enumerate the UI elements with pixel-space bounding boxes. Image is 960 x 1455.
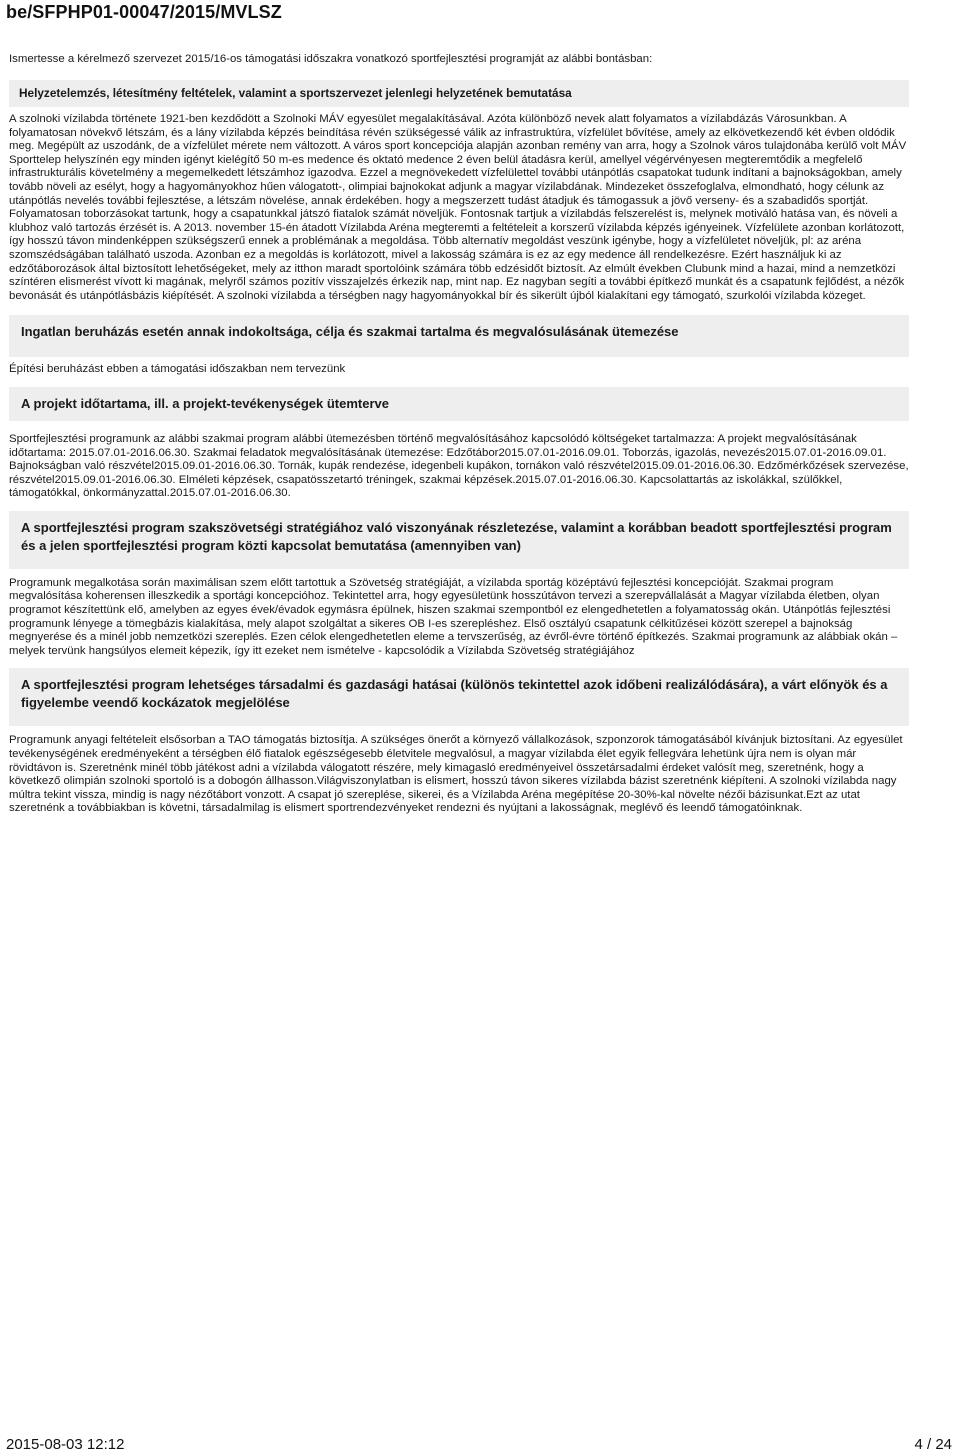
section-heading: A projekt időtartama, ill. a projekt-tevékenységek ütemterve [9, 387, 909, 421]
footer-timestamp: 2015-08-03 12:12 [6, 1436, 125, 1453]
section-heading: A sportfejlesztési program szakszövetségi stratégiához való viszonyának részletezése, valamint a korábban beadott sportfejlesztési program és a jelen sportfejlesztési program közti kapcsolat bemutatása (amennyiben van) [9, 511, 909, 569]
document-id: be/SFPHP01-00047/2015/MVLSZ [6, 2, 282, 22]
page-number: 4 / 24 [914, 1436, 952, 1453]
section-body: Programunk megalkotása során maximálisan szem előtt tartottuk a Szövetség stratégiáját, a vízilabda sportág középtávú fejlesztési koncepcióját. Szakmai program megvalósítása koherensen illeszkedik a sportági koncepcióhoz. Tekintettel arra, hogy egyesületünk hosszútávon tervezi a szerepvállalását a Magyar vízilabda életben, olyan programot készítettünk elő, amelyben az egyes évek/évadok egymásra épülnek, hiszen szakmai szempontból ez elengedhetetlen a folyamatosság okán. Utánpótlás fejlesztési programunk lényege a tömegbázis kialakítása, mely alapot szolgáltat a sikeres OB I-es szerepléshez. Első osztályú csapatunk célkitűzései között szerepel a bajnokság megnyerése és a minél jobb nemzetközi szereplés. Ezen célok elengedhetetlen eleme a tervszerűség, az évről-évre történő építkezés. Szakmai programunk az alábbiak okán – melyek tervünk hangsúlyos elemeit képezik, így itt ezeket nem ismételve - kapcsolódik a Vízilabda Szövetség stratégiájához [9, 576, 898, 657]
section-body: Sportfejlesztési programunk az alábbi szakmai program alábbi ütemezésben történő megvalósításához kapcsolódó költségeket tartalmazza: A projekt megvalósításának időtartama: 2015.07.01-2016.06.30. Szakmai feladatok megvalósításának ütemezése: Edzőtábor2015.07.01-2016.09.01. Toborzás, igazolás, nevezés2015.07.01-2016.09.01. Bajnokságban való részvétel2015.09.01-2016.06.30. Tornák, kupák rendezése, idegenbeli kupákon, tornákon való részvétel2015.09.01-2016.06.30. Edzőmérkőzések szervezése, részvétel2015.09.01-2016.06.30. Elméleti képzések, csapatösszetartó tréningek, szakmai képzések.2015.07.01-2016.06.30. Kapcsolattartás az iskolákkal, szülőkkel, támogatókkal, önkormányzattal.2015.07.01-2016.06.30. [9, 432, 909, 500]
section-body: Építési beruházást ebben a támogatási időszakban nem tervezünk [9, 363, 346, 376]
section-heading: Ingatlan beruházás esetén annak indokoltsága, célja és szakmai tartalma és megvalósulásának ütemezése [9, 315, 909, 357]
section-heading: A sportfejlesztési program lehetséges társadalmi és gazdasági hatásai (különös tekintettel azok időbeni realizálódására), a várt előnyök és a figyelembe veendő kockázatok megjelölése [9, 668, 909, 726]
intro-text: Ismertesse a kérelmező szervezet 2015/16-os támogatási időszakra vonatkozó sportfejlesztési programját az alábbi bontásban: [9, 53, 653, 65]
section-body: Programunk anyagi feltételeit elsősorban a TAO támogatás biztosítja. A szükséges önerőt a környező vállalkozások, szponzorok támogatásából kívánjuk biztosítani. Az egyesület tevékenységének eredményeként a térségben élő fiatalok egészségesebb életvitele megvalósul, a magyar vízilabda élet egyik fellegvára lehetünk újra nem is olyan már rövidtávon is. Szeretnénk minél több játékost adni a vízilabda válogatott részére, mely kimagasló eredményeivel összetársadalmi érdeket valósít meg, szeretnénk, hogy a következő olimpián szolnoki sportoló is a dobogón állhasson.Világviszonylatban is elismert, hosszú távon sikeres vízilabda bázist szeretnénk kiépíteni. A szolnoki vízilabda nagy múltra tekint vissza, mindig is nagy nézőtábort vonzott. A csapat jó szereplése, sikerei, és a Vízilabda Aréna megépítése 20-30%-kal növelte nézői bázisunkat.Ezt az utat szeretnénk a továbbiakban is követni, társadalmilag is elismert sportrendezvényeket rendezni és nyújtani a lakosságnak, meglévő és leendő támogatóinknak. [9, 734, 903, 815]
section-heading: Helyzetelemzés, létesítmény feltételek, valamint a sportszervezet jelenlegi helyzetének bemutatása [9, 80, 909, 107]
section-body: A szolnoki vízilabda története 1921-ben kezdődött a Szolnoki MÁV egyesület megalakításával. Azóta különböző nevek alatt folyamatos a vízilabdázás Városunkban. A folyamatosan növekvő létszám, és a lány vízilabda képzés beindítása révén szükségessé válik az infrastruktúra, vízfelület bővítése, amely az elkövetkezendő két évben oldódik meg. Megépült az uszodánk, de a vízfelület mérete nem változott. A város sport koncepciója alapján azonban remény van arra, hogy a Szolnok város tulajdonába kerülő volt MÁV Sporttelep helyszínén egy minden igényt kielégítő 50 m-es medence és oktató medence 2 éven belül átadásra kerül, amellyel végérvényesen megteremtődik a megfelelő infrastrukturális követelmény a megemelkedett létszámhoz igazodva. Ezzel a megnövekedett vízfelülettel további utánpótlás csapatokat tudunk indítani a bajnokságokban, amely tovább növeli az esélyt, hogy a hagyományokhoz hűen válogatott-, olimpiai bajnokokat adjunk a magyar vízilabdának. Mindezeket összefoglalva, elmondható, hogy célunk az utánpótlás nevelés további fejlesztése, a létszám növelése, annak érdekében. hogy a megszerzett tudást átadjuk és támogassuk a jövő verseny- és a szabadidős sportját. Folyamatosan toborzásokat tartunk, hogy a csapatunkkal játszó fiatalok számát növeljük. Fontosnak tartjuk a vízilabdás felszerelést is, melynek motiváló hatása van, és növeli a klubhoz való tartozás érzését is. A 2013. november 15-én átadott Vízilabda Aréna megteremti a feltételeit a korszerű vízilabda képzés igényeinek. Vízfelülete azonban korlátozott, így hosszú távon mindenképpen szükségszerű ennek a problémának a megoldása. Több alternatív megoldást veszünk igénybe, hogy a vízfelületet növeljük, pl: az aréna szomszédságában található uszoda. Azonban ez a megoldás is korlátozott, mivel a lakosság számára is ez az egy medence áll rendelkezésre. Ezért használjuk ki az edzőtáborozások által biztosított lehetőségeket, mely az itthon maradt sportolóink számára több edzésidőt biztosít. Az elmúlt években Clubunk mind a hazai, mind a nemzetközi színtéren elismerést vívott ki magának, melyről számos pozitív visszajelzés érkezik nap, mint nap. Ez nagyban segíti a további építkező munkát és a csapatunk fejlődést, a nézők bevonását és utánpótlásbázis kiépítését. A szolnoki vízilabda a térségben nagy hagyományokkal bír és sikerült újból kialakítani egy támogató, szurkolói vízilabda közeget. [9, 113, 907, 302]
document-body [9, 52, 909, 826]
